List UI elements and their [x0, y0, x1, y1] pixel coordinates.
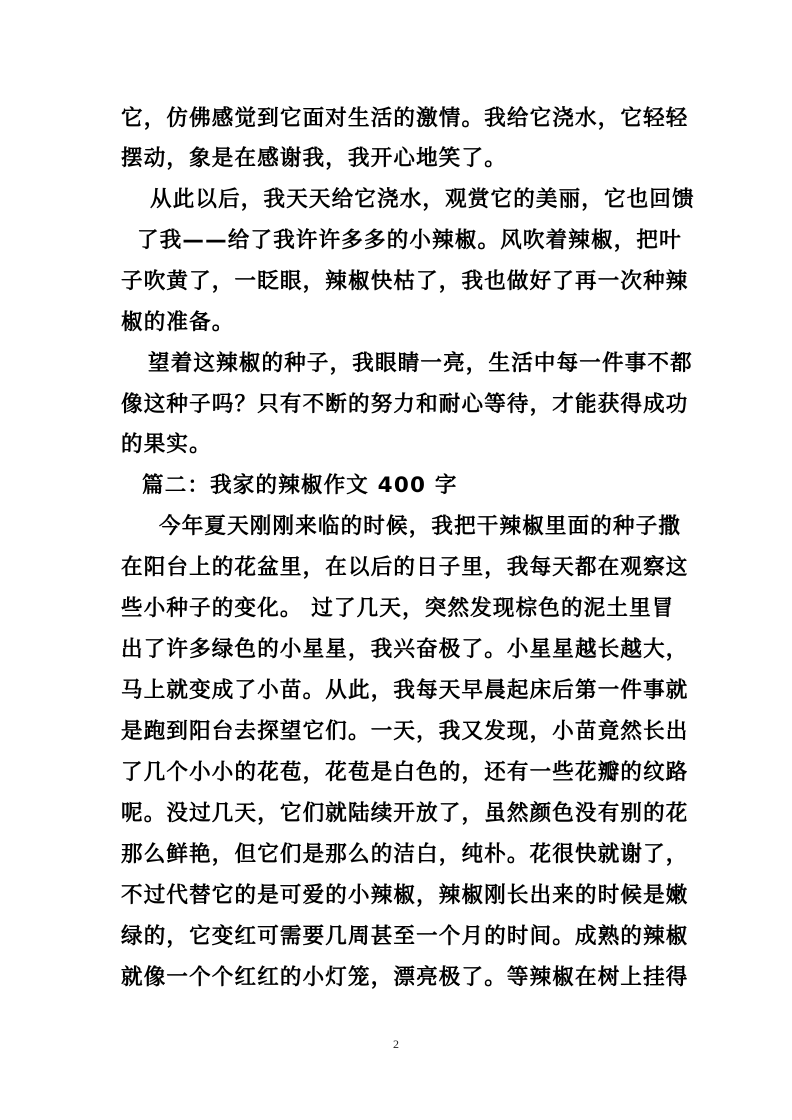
text-line: 像这种子吗？只有不断的努力和耐心等待，才能获得成功 [121, 392, 689, 417]
section-heading: 篇二：我家的辣椒作文 400 字 [142, 473, 458, 498]
text-line: 子吹黄了，一眨眼，辣椒快枯了，我也做好了再一次种辣 [121, 269, 689, 294]
text-line: 呢。没过几天，它们就陆续开放了，虽然颜色没有别的花 [121, 801, 689, 826]
text-line: 是跑到阳台去探望它们。一天，我又发现，小苗竟然长出 [121, 719, 689, 744]
text-line: 就像一个个红红的小灯笼，漂亮极了。等辣椒在树上挂得 [121, 965, 689, 990]
text-line: 它，仿佛感觉到它面对生活的激情。我给它浇水，它轻轻 [121, 106, 689, 131]
text-line: 了我——给了我许许多多的小辣椒。风吹着辣椒，把叶 [137, 228, 682, 253]
text-line: 出了许多绿色的小星星，我兴奋极了。小星星越长越大， [121, 637, 689, 662]
text-line: 不过代替它的是可爱的小辣椒，辣椒刚长出来的时候是嫩 [121, 883, 689, 908]
text-line: 那么鲜艳，但它们是那么的洁白，纯朴。花很快就谢了， [121, 842, 689, 867]
text-line: 望着这辣椒的种子，我眼睛一亮，生活中每一件事不都 [148, 351, 693, 376]
text-line: 摆动，象是在感谢我，我开心地笑了。 [121, 146, 507, 171]
page-number: 2 [393, 1037, 399, 1051]
text-line: 在阳台上的花盆里，在以后的日子里，我每天都在观察这 [121, 555, 689, 580]
text-line: 从此以后，我天天给它浇水，观赏它的美丽，它也回馈 [150, 187, 695, 212]
text-line: 马上就变成了小苗。从此，我每天早晨起床后第一件事就 [121, 678, 689, 703]
text-line: 绿的，它变红可需要几周甚至一个月的时间。成熟的辣椒 [121, 924, 689, 949]
text-line: 椒的准备。 [121, 310, 235, 335]
text-line: 的果实。 [121, 432, 212, 457]
text-line: 了几个小小的花苞，花苞是白色的，还有一些花瓣的纹路 [121, 760, 689, 785]
text-line: 今年夏天刚刚来临的时候，我把干辣椒里面的种子撒 [159, 514, 682, 539]
text-line: 些小种子的变化。 过了几天，突然发现棕色的泥土里冒 [121, 596, 675, 621]
